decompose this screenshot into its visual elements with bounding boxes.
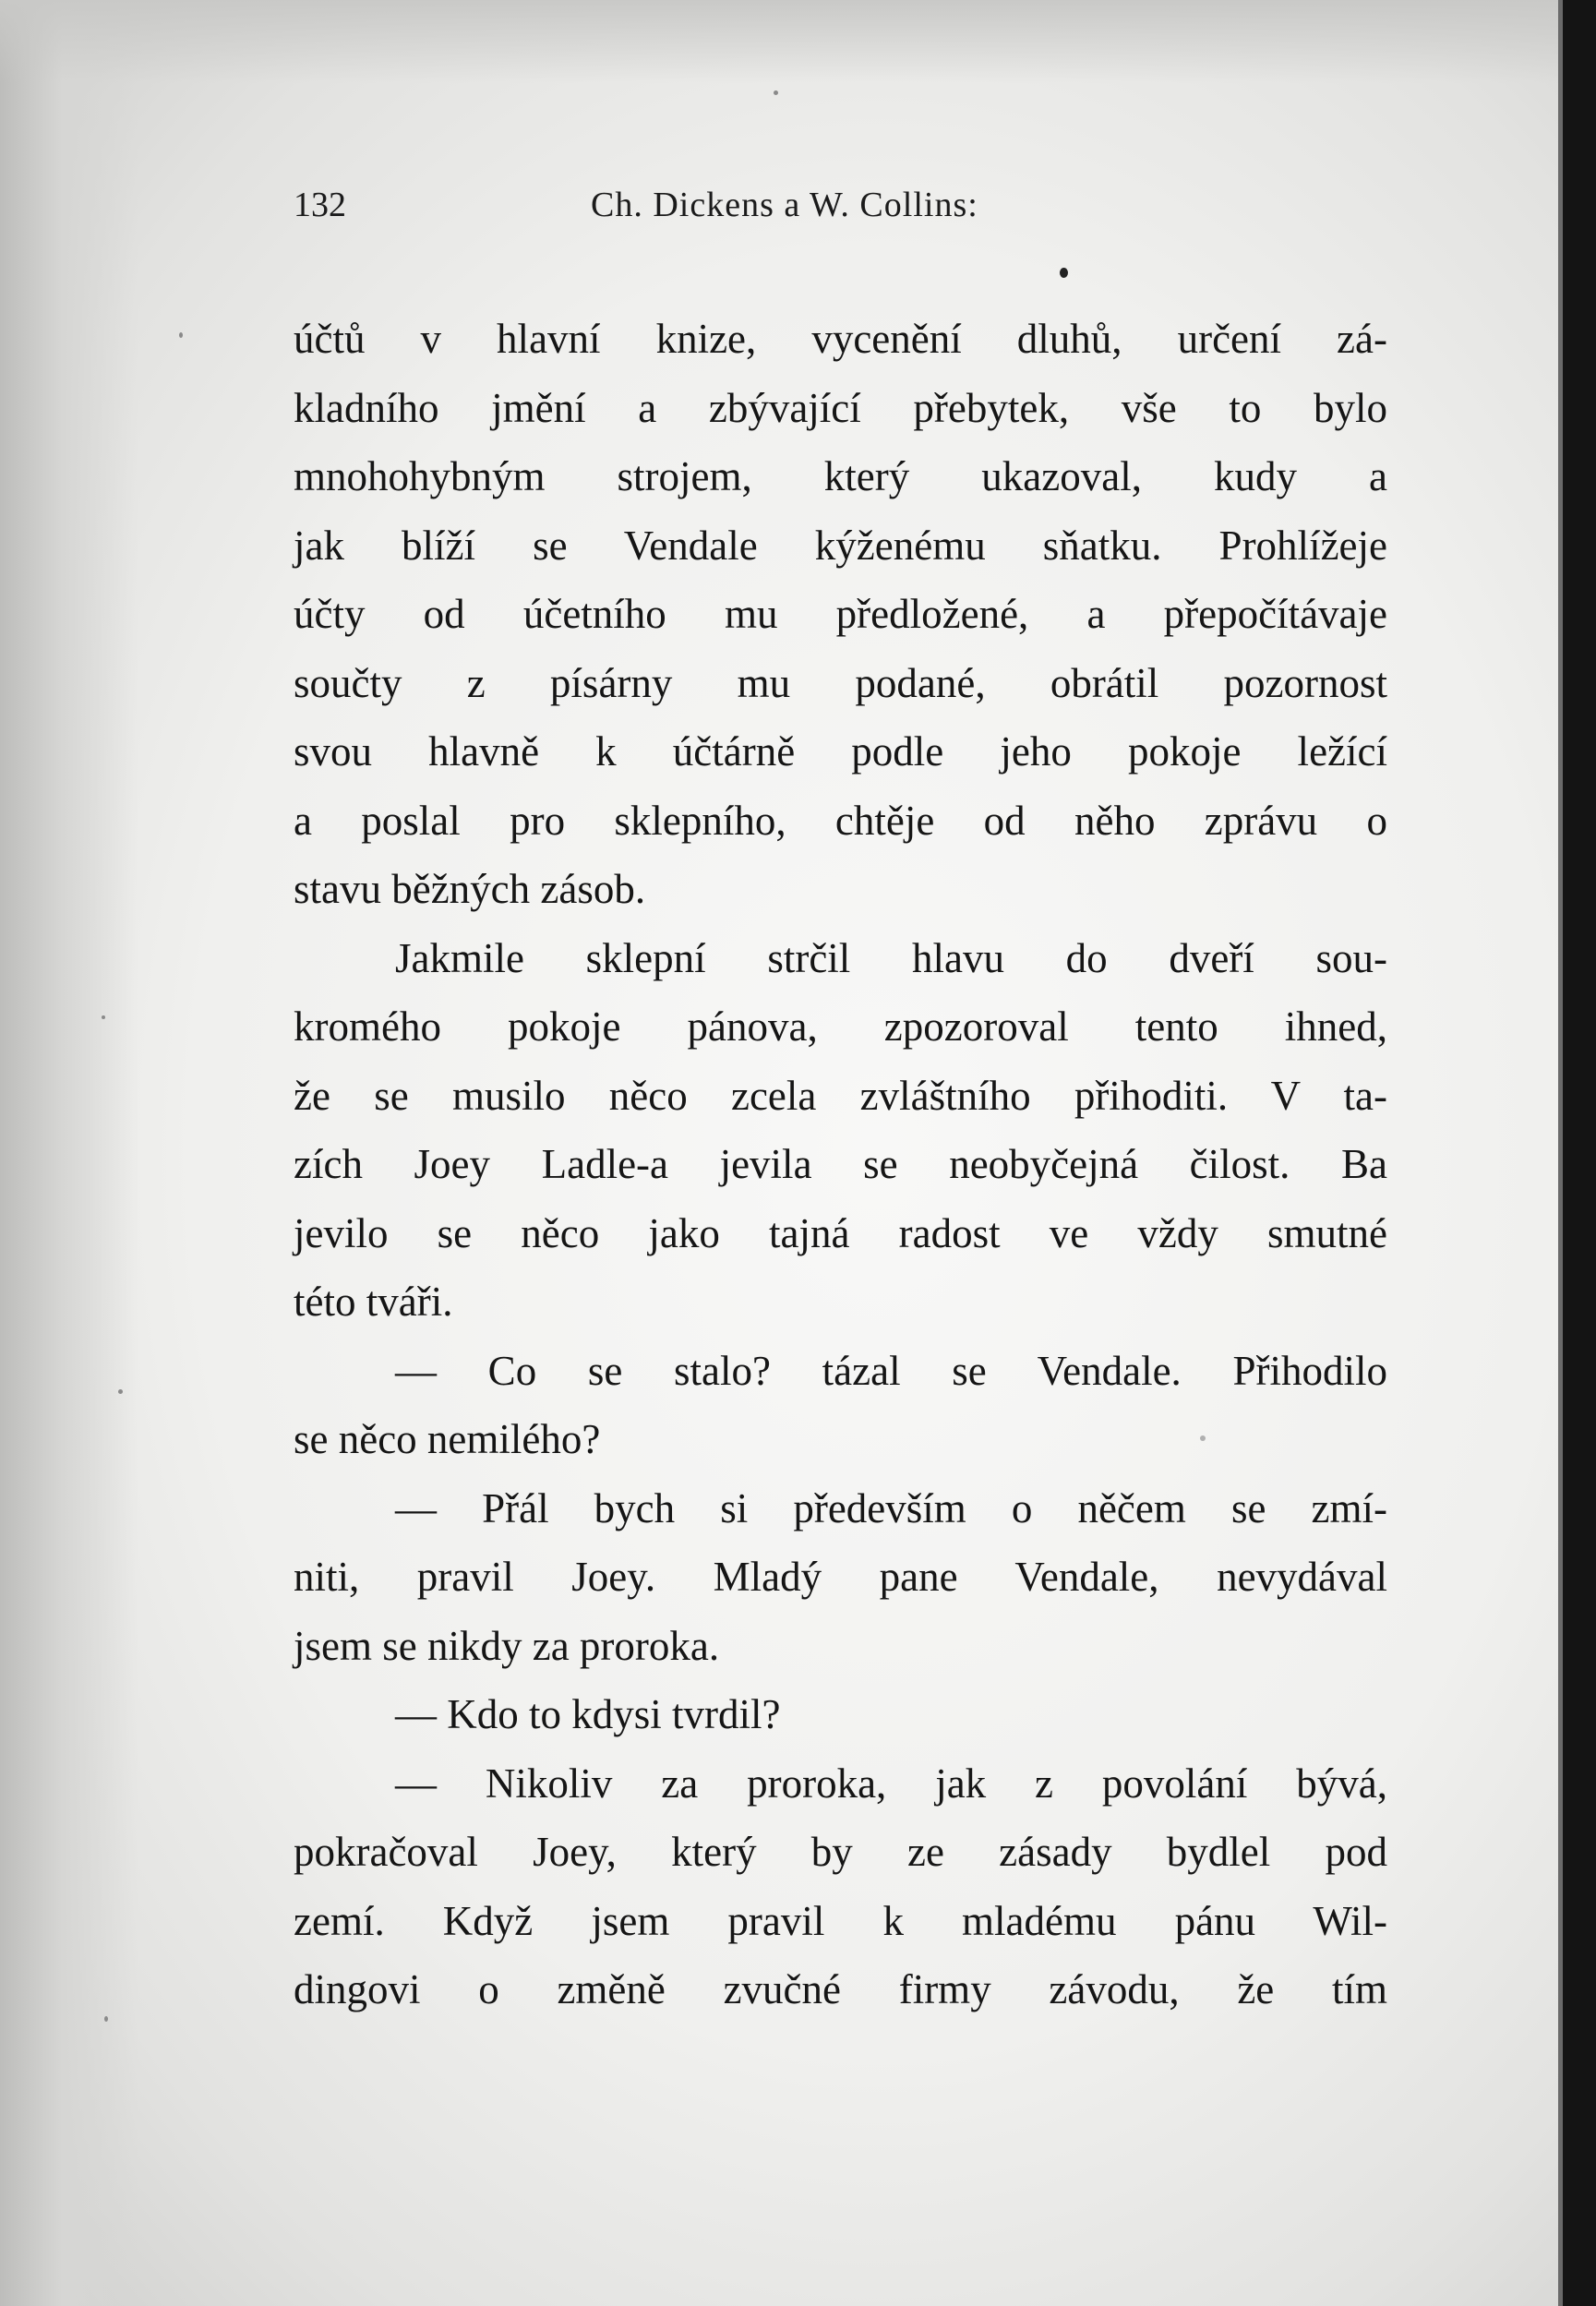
print-speck (774, 90, 778, 95)
paragraph (294, 1474, 1387, 1681)
text-line: pokračoval Joey, který by ze zásady bydlel pod (294, 1829, 1387, 1875)
text-line: součty z písárny mu podané, obrátil pozornost (294, 659, 1387, 706)
text-line: jak blíží se Vendale kýženému sňatku. Prohlížeje (294, 522, 1387, 569)
text-line: mnohohybným strojem, který ukazoval, kudy a (294, 453, 1387, 499)
page-top-shadow (0, 0, 1596, 83)
running-header (294, 185, 1106, 240)
print-speck (1060, 268, 1068, 278)
text-line: — Kdo to kdysi tvrdil? (395, 1691, 781, 1737)
text-line: jsem se nikdy za proroka. (294, 1622, 720, 1669)
paragraph (294, 924, 1387, 1337)
text-line: zích Joey Ladle-a jevila se neobyčejná čilost. Ba (294, 1141, 1387, 1187)
text-line: zemí. Když jsem pravil k mladému pánu Wil- (294, 1897, 1387, 1944)
text-line: — Co se stalo? tázal se Vendale. Přihodilo (395, 1347, 1387, 1394)
text-line: účty od účetního mu předložené, a přepočítávaje (294, 591, 1387, 637)
page-edge-border (1563, 0, 1596, 2306)
body-text (294, 305, 1387, 2024)
text-line: této tváři. (294, 1279, 453, 1325)
text-line: se něco nemilého? (294, 1416, 601, 1462)
text-line: kromého pokoje pánova, zpozoroval tento ihned, (294, 1003, 1387, 1050)
text-line: účtů v hlavní knize, vycenění dluhů, určení zá- (294, 316, 1387, 362)
paragraph (294, 1337, 1387, 1474)
paragraph (294, 1680, 1387, 1749)
text-line: niti, pravil Joey. Mladý pane Vendale, nevydával (294, 1554, 1387, 1600)
print-speck (104, 2016, 108, 2022)
paragraph (294, 1749, 1387, 2024)
page-number: 132 (294, 186, 346, 224)
page-gutter-shadow (0, 0, 138, 2306)
text-line: jevilo se něco jako tajná radost ve vždy smutné (294, 1209, 1387, 1256)
paragraph (294, 305, 1387, 924)
print-speck (179, 332, 183, 338)
text-line: a poslal pro sklepního, chtěje od něho zprávu o (294, 797, 1387, 844)
print-speck (102, 1015, 105, 1019)
text-line: — Přál bych si především o něčem se zmí- (395, 1484, 1387, 1531)
print-speck (118, 1389, 123, 1394)
text-line: Jakmile sklepní strčil hlavu do dveří sou- (395, 934, 1387, 981)
running-title: Ch. Dickens a W. Collins: (591, 186, 978, 224)
text-line: svou hlavně k účtárně podle jeho pokoje ležící (294, 728, 1387, 775)
text-line: — Nikoliv za proroka, jak z povolání bývá, (395, 1760, 1387, 1807)
text-line: že se musilo něco zcela zvláštního přihoditi. V ta- (294, 1072, 1387, 1119)
text-line: stavu běžných zásob. (294, 866, 646, 912)
text-line: kladního jmění a zbývající přebytek, vše to bylo (294, 384, 1387, 431)
text-line: dingovi o změně zvučné firmy závodu, že tím (294, 1966, 1387, 2012)
